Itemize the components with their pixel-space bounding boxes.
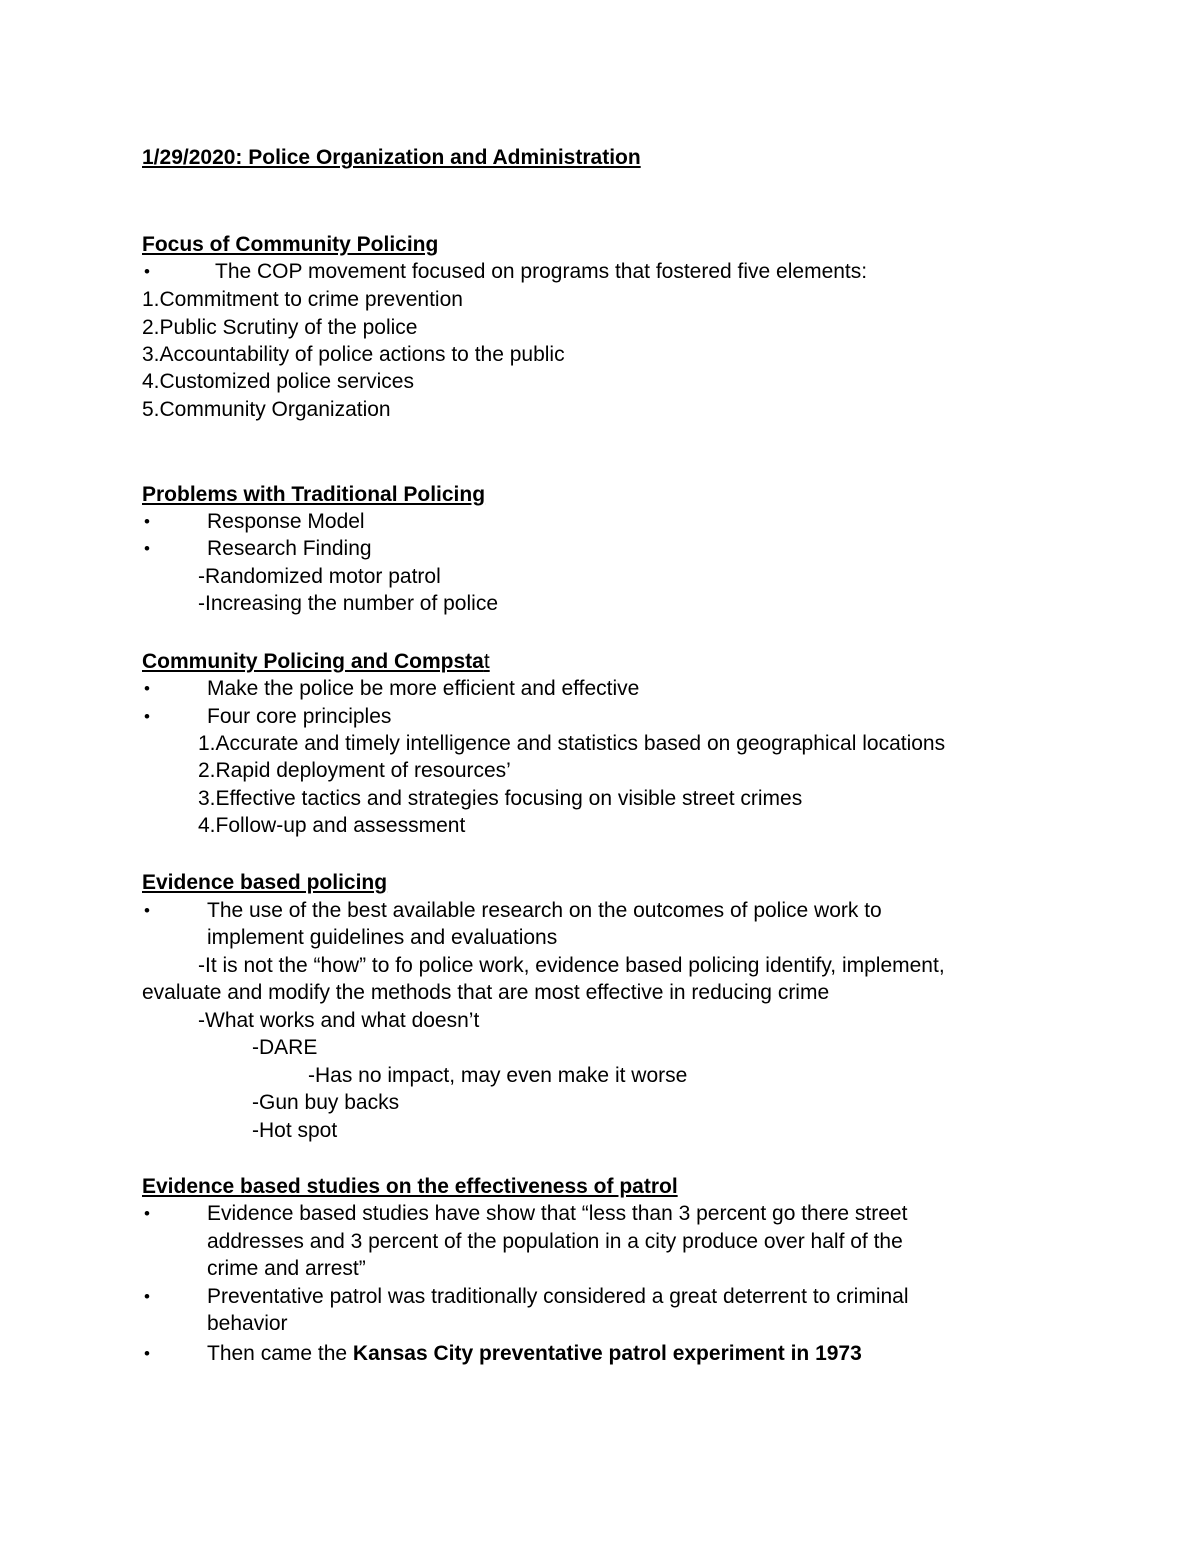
bullet-dot: • — [144, 1204, 150, 1223]
patrol-kansas-prefix: Then came the — [207, 1342, 353, 1365]
compstat-heading-tail: t — [483, 650, 490, 673]
ebp-hot-spot: -Hot spot — [252, 1119, 338, 1142]
patrol-bullet-kansas — [207, 1340, 862, 1367]
ebp-bullet-line: The use of the best available research on the outcomes of police work to — [207, 899, 882, 922]
section-heading-compstat — [142, 648, 490, 675]
cop-item: 5.Community Organization — [142, 398, 391, 421]
section-heading-cop: Focus of Community Policing — [142, 233, 439, 256]
compstat-bullet: Make the police be more efficient and effective — [207, 677, 640, 700]
ebp-gun-buy-backs: -Gun buy backs — [252, 1091, 400, 1114]
compstat-principle: 2.Rapid deployment of resources’ — [198, 759, 511, 782]
compstat-principle: 3.Effective tactics and strategies focusing on visible street crimes — [198, 787, 803, 810]
ebp-what-works: -What works and what doesn’t — [198, 1009, 480, 1032]
bullet-dot: • — [144, 262, 150, 281]
cop-item: 3.Accountability of police actions to the public — [142, 343, 565, 366]
compstat-principle: 4.Follow-up and assessment — [198, 814, 466, 837]
patrol-bullet-line: addresses and 3 percent of the population in a city produce over half of the — [207, 1230, 903, 1253]
bullet-dot: • — [144, 679, 150, 698]
ebp-dare-note: -Has no impact, may even make it worse — [308, 1064, 688, 1087]
patrol-bullet-line: Preventative patrol was traditionally considered a great deterrent to criminal — [207, 1285, 909, 1308]
bullet-dot: • — [144, 1287, 150, 1306]
bullet-dot: • — [144, 1344, 150, 1363]
ebp-bullet-line: implement guidelines and evaluations — [207, 926, 558, 949]
traditional-bullet: Response Model — [207, 510, 365, 533]
bullet-dot: • — [144, 707, 150, 726]
cop-item: 1.Commitment to crime prevention — [142, 288, 463, 311]
ebp-paragraph-line: evaluate and modify the methods that are most effective in reducing crime — [142, 981, 830, 1004]
section-heading-ebp: Evidence based policing — [142, 871, 388, 894]
section-heading-traditional: Problems with Traditional Policing — [142, 483, 486, 506]
cop-intro: The COP movement focused on programs that fostered five elements: — [215, 260, 868, 283]
page-title: 1/29/2020: Police Organization and Administration — [142, 146, 641, 169]
patrol-bullet-line: behavior — [207, 1312, 288, 1335]
patrol-kansas-bold: Kansas City preventative patrol experiment in 1973 — [352, 1342, 862, 1365]
traditional-sub: -Randomized motor patrol — [198, 565, 441, 588]
bullet-dot: • — [144, 539, 150, 558]
ebp-paragraph-line: -It is not the “how” to fo police work, evidence based policing identify, implement, — [198, 954, 945, 977]
compstat-heading-main: Community Policing and Compsta — [142, 650, 484, 673]
traditional-sub: -Increasing the number of police — [198, 592, 498, 615]
ebp-dare: -DARE — [252, 1036, 318, 1059]
patrol-bullet-line: crime and arrest” — [207, 1257, 366, 1280]
compstat-principle: 1.Accurate and timely intelligence and statistics based on geographical locations — [198, 732, 946, 755]
patrol-bullet-line: Evidence based studies have show that “less than 3 percent go there street — [207, 1202, 908, 1225]
cop-item: 4.Customized police services — [142, 370, 414, 393]
compstat-bullet: Four core principles — [207, 705, 392, 728]
bullet-dot: • — [144, 512, 150, 531]
bullet-dot: • — [144, 901, 150, 920]
cop-item: 2.Public Scrutiny of the police — [142, 316, 418, 339]
traditional-bullet: Research Finding — [207, 537, 372, 560]
section-heading-patrol: Evidence based studies on the effectiveness of patrol — [142, 1175, 678, 1198]
